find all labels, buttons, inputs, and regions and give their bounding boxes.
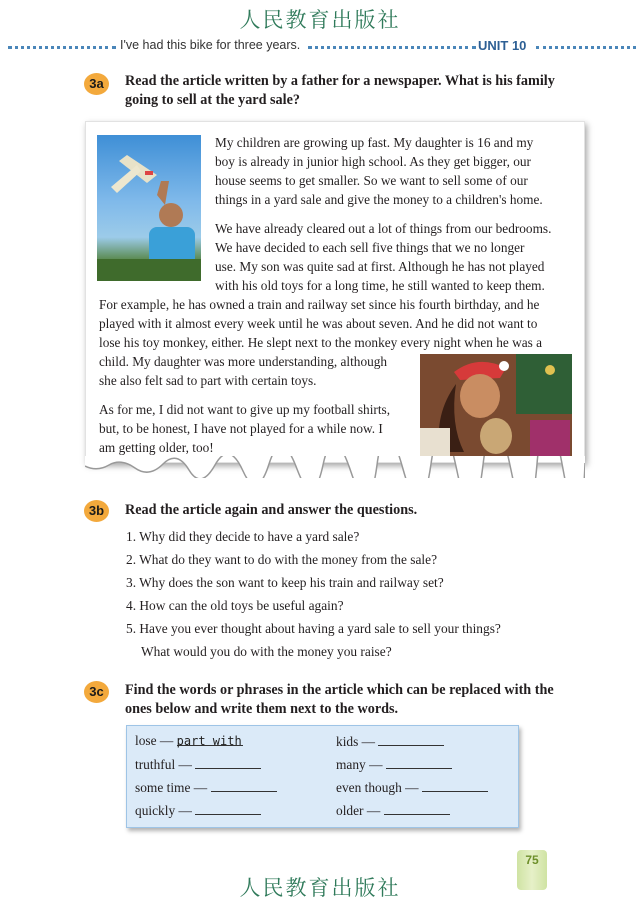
article-line: As for me, I did not want to give up my football shirts,	[99, 402, 391, 417]
instruction-3a-line: going to sell at the yard sale?	[125, 92, 300, 108]
instruction-3a-line: Read the article written by a father for a newspaper. What is his family	[125, 73, 555, 89]
word-item-some-time	[135, 779, 277, 796]
word-item-kids	[336, 733, 444, 750]
article-line: My children are growing up fast. My daughter is 16 and my	[215, 135, 534, 150]
answer-blank[interactable]	[386, 756, 452, 769]
unit-label: UNIT 10	[478, 38, 527, 53]
question-item: 1. Why did they decide to have a yard sale?	[126, 529, 360, 544]
publisher-logo-top: 人民教育出版社	[239, 8, 401, 32]
header-dots-left	[8, 46, 116, 49]
question-item: 2. What do they want to do with the money from the sale?	[126, 552, 438, 567]
word-item-lose	[135, 733, 243, 749]
answer-blank[interactable]	[422, 779, 488, 792]
question-item: 5. Have you ever thought about having a yard sale to sell your things?	[126, 621, 501, 636]
article-line: played with it almost every week until he was about seven. And he did not want to	[99, 316, 538, 331]
question-item: 4. How can the old toys be useful again?	[126, 598, 344, 613]
article-line: with his old toys for a long time, he still wanted to keep them.	[215, 278, 545, 293]
article-line: she also felt sad to part with certain toys.	[99, 373, 317, 388]
word-item-many	[336, 756, 452, 773]
article-line: lose his toy monkey, either. He slept next to the monkey every night when he was a	[99, 335, 543, 350]
answer-blank[interactable]	[195, 802, 261, 815]
word-label: lose —	[135, 733, 174, 748]
article-line: use. My son was quite sad at first. Although he has not played	[215, 259, 545, 274]
article-line: am getting older, too!	[99, 440, 214, 455]
question-item: 3. Why does the son want to keep his train and railway set?	[126, 575, 444, 590]
answer-blank[interactable]	[384, 802, 450, 815]
header-title: I've had this bike for three years.	[120, 38, 301, 52]
question-item-continued: What would you do with the money you raise?	[141, 644, 392, 659]
word-label: some time —	[135, 780, 208, 795]
badge-3b: 3b	[84, 500, 109, 522]
header-dots-middle	[308, 46, 476, 49]
header-dots-right	[536, 46, 636, 49]
badge-3a: 3a	[84, 73, 109, 95]
instruction-3c-line: ones below and write them next to the words.	[125, 701, 399, 717]
instruction-3c-line: Find the words or phrases in the article which can be replaced with the	[125, 682, 554, 698]
instruction-3b: Read the article again and answer the questions.	[125, 502, 418, 518]
instruction-3a	[125, 72, 555, 110]
article-line: things in a yard sale and give the money to a children's home.	[215, 192, 543, 207]
article-line: house seems to get smaller. So we want to sell some of our	[215, 173, 528, 188]
boy-with-model-plane-photo	[97, 135, 201, 281]
word-label: even though —	[336, 780, 419, 795]
publisher-logo-bottom: 人民教育出版社	[239, 876, 401, 900]
word-item-even-though	[336, 779, 488, 796]
word-item-quickly	[135, 802, 261, 819]
word-label: quickly —	[135, 803, 192, 818]
word-label: truthful —	[135, 757, 192, 772]
handwritten-answer: part with	[176, 734, 242, 748]
girl-with-teddy-bear-photo	[420, 354, 572, 456]
word-item-older	[336, 802, 450, 819]
badge-3c: 3c	[84, 681, 109, 703]
article-line: We have decided to each sell five things that we no longer	[215, 240, 525, 255]
instruction-3c	[125, 681, 554, 719]
word-item-truthful	[135, 756, 261, 773]
word-label: many —	[336, 757, 383, 772]
answer-blank[interactable]	[195, 756, 261, 769]
article-line: boy is already in junior high school. As they get bigger, our	[215, 154, 531, 169]
article-line: We have already cleared out a lot of things from our bedrooms.	[215, 221, 552, 236]
answer-blank[interactable]	[177, 733, 243, 746]
word-label: kids —	[336, 734, 376, 749]
article-line: child. My daughter was more understanding, although	[99, 354, 388, 369]
article-line: but, to be honest, I have not played for a while now. I	[99, 421, 383, 436]
torn-paper-edge	[85, 456, 585, 478]
answer-blank[interactable]	[378, 733, 444, 746]
answer-blank[interactable]	[211, 779, 277, 792]
word-label: older —	[336, 803, 381, 818]
article-line: For example, he has owned a train and railway set since his fourth birthday, and he	[99, 297, 540, 312]
page-number-text: 75	[525, 853, 539, 867]
